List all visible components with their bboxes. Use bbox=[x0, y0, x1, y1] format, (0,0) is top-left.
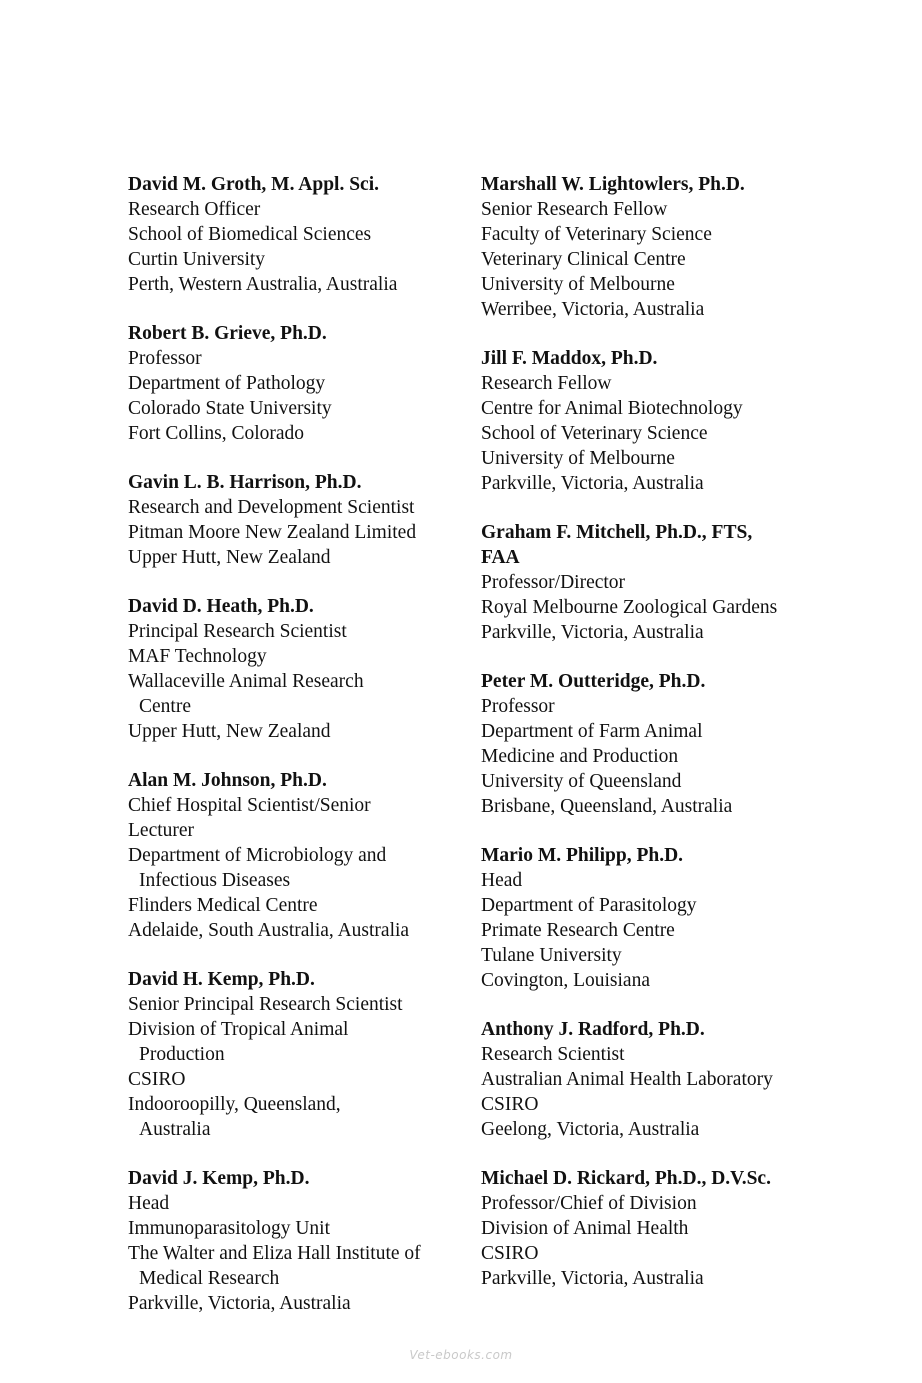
contributor-affiliation-line: Primate Research Centre bbox=[481, 920, 675, 941]
contributor-name-continued: FAA bbox=[481, 547, 520, 568]
contributor-affiliation-line: Parkville, Victoria, Australia bbox=[481, 622, 704, 643]
contributor-affiliation-line: Professor/Chief of Division bbox=[481, 1193, 697, 1214]
contributor-affiliation-line: Upper Hutt, New Zealand bbox=[128, 721, 331, 742]
contributor-affiliation-line: Professor bbox=[481, 696, 555, 717]
contributor-affiliation-line: School of Biomedical Sciences bbox=[128, 224, 372, 245]
contributor-entry bbox=[481, 669, 791, 819]
contributor-affiliation-line: Senior Research Fellow bbox=[481, 199, 668, 220]
contributor-affiliation-line: Head bbox=[128, 1193, 170, 1214]
contributor-name: Anthony J. Radford, Ph.D. bbox=[481, 1019, 705, 1040]
contributor-affiliation-line: Division of Animal Health bbox=[481, 1218, 689, 1239]
contributor-name: David J. Kemp, Ph.D. bbox=[128, 1168, 310, 1189]
contributor-entry bbox=[481, 1166, 791, 1291]
contributor-affiliation-line: Faculty of Veterinary Science bbox=[481, 224, 712, 245]
contributor-entry bbox=[481, 172, 791, 322]
contributor-affiliation-line: Head bbox=[481, 870, 523, 891]
contributor-name: David M. Groth, M. Appl. Sci. bbox=[128, 174, 379, 195]
contributors-right-column bbox=[481, 172, 791, 1315]
contributor-affiliation-line: Centre bbox=[139, 696, 191, 717]
contributor-affiliation-line: Werribee, Victoria, Australia bbox=[481, 299, 705, 320]
contributor-affiliation-line: Wallaceville Animal Research bbox=[128, 671, 364, 692]
contributor-affiliation-line: Geelong, Victoria, Australia bbox=[481, 1119, 700, 1140]
contributor-affiliation-line: Senior Principal Research Scientist bbox=[128, 994, 403, 1015]
contributor-affiliation-line: Research Fellow bbox=[481, 373, 612, 394]
contributor-affiliation-line: University of Queensland bbox=[481, 771, 682, 792]
contributor-affiliation-line: Department of Farm Animal bbox=[481, 721, 703, 742]
contributor-entry bbox=[481, 1017, 791, 1142]
contributor-name: Marshall W. Lightowlers, Ph.D. bbox=[481, 174, 745, 195]
contributor-affiliation-line: Pitman Moore New Zealand Limited bbox=[128, 522, 417, 543]
contributor-entry bbox=[128, 967, 438, 1142]
contributor-affiliation-line: Tulane University bbox=[481, 945, 622, 966]
contributor-affiliation-line: Medical Research bbox=[139, 1268, 280, 1289]
contributor-entry bbox=[128, 1166, 438, 1316]
contributor-entry bbox=[481, 520, 791, 645]
contributor-affiliation-line: Principal Research Scientist bbox=[128, 621, 347, 642]
contributor-affiliation-line: Fort Collins, Colorado bbox=[128, 423, 305, 444]
contributor-affiliation-line: Centre for Animal Biotechnology bbox=[481, 398, 743, 419]
contributor-affiliation-line: Brisbane, Queensland, Australia bbox=[481, 796, 733, 817]
contributor-name: Robert B. Grieve, Ph.D. bbox=[128, 323, 327, 344]
contributor-entry bbox=[481, 346, 791, 496]
contributor-affiliation-line: Veterinary Clinical Centre bbox=[481, 249, 686, 270]
contributor-affiliation-line: Upper Hutt, New Zealand bbox=[128, 547, 331, 568]
contributor-affiliation-line: The Walter and Eliza Hall Institute of bbox=[128, 1243, 421, 1264]
contributor-name: Peter M. Outteridge, Ph.D. bbox=[481, 671, 706, 692]
contributor-affiliation-line: Professor/Director bbox=[481, 572, 626, 593]
contributor-affiliation-line: Royal Melbourne Zoological Gardens bbox=[481, 597, 778, 618]
contributors-left-column bbox=[128, 172, 438, 1340]
contributor-affiliation-line: CSIRO bbox=[481, 1243, 539, 1264]
contributor-name: Michael D. Rickard, Ph.D., D.V.Sc. bbox=[481, 1168, 771, 1189]
contributor-entry bbox=[128, 172, 438, 297]
contributor-affiliation-line: Infectious Diseases bbox=[139, 870, 291, 891]
contributor-affiliation-line: Immunoparasitology Unit bbox=[128, 1218, 331, 1239]
contributor-name: Jill F. Maddox, Ph.D. bbox=[481, 348, 658, 369]
watermark-text: Vet-ebooks.com bbox=[409, 1348, 513, 1362]
contributor-affiliation-line: Research Officer bbox=[128, 199, 261, 220]
contributor-name: David D. Heath, Ph.D. bbox=[128, 596, 314, 617]
contributor-affiliation-line: School of Veterinary Science bbox=[481, 423, 708, 444]
contributor-affiliation-line: CSIRO bbox=[481, 1094, 539, 1115]
contributor-name: Alan M. Johnson, Ph.D. bbox=[128, 770, 327, 791]
contributor-affiliation-line: Medicine and Production bbox=[481, 746, 679, 767]
contributor-affiliation-line: Indooroopilly, Queensland, bbox=[128, 1094, 341, 1115]
contributor-affiliation-line: Flinders Medical Centre bbox=[128, 895, 318, 916]
contributor-affiliation-line: MAF Technology bbox=[128, 646, 267, 667]
contributor-affiliation-line: CSIRO bbox=[128, 1069, 186, 1090]
contributor-name: Gavin L. B. Harrison, Ph.D. bbox=[128, 472, 362, 493]
contributor-affiliation-line: University of Melbourne bbox=[481, 448, 675, 469]
contributor-affiliation-line: Colorado State University bbox=[128, 398, 332, 419]
contributor-affiliation-line: Parkville, Victoria, Australia bbox=[481, 473, 704, 494]
contributor-affiliation-line: Department of Parasitology bbox=[481, 895, 697, 916]
contributor-affiliation-line: Parkville, Victoria, Australia bbox=[128, 1293, 351, 1314]
contributor-affiliation-line: Research Scientist bbox=[481, 1044, 625, 1065]
contributor-entry bbox=[128, 594, 438, 744]
contributor-affiliation-line: Perth, Western Australia, Australia bbox=[128, 274, 398, 295]
contributor-name: Graham F. Mitchell, Ph.D., FTS, bbox=[481, 522, 753, 543]
contributor-affiliation-line: Australia bbox=[139, 1119, 211, 1140]
contributor-name: Mario M. Philipp, Ph.D. bbox=[481, 845, 684, 866]
contributor-entry bbox=[128, 768, 438, 943]
contributor-affiliation-line: Professor bbox=[128, 348, 202, 369]
contributor-affiliation-line: Production bbox=[139, 1044, 225, 1065]
contributor-affiliation-line: Lecturer bbox=[128, 820, 195, 841]
contributor-entry bbox=[128, 321, 438, 446]
contributor-affiliation-line: Parkville, Victoria, Australia bbox=[481, 1268, 704, 1289]
contributor-affiliation-line: Division of Tropical Animal bbox=[128, 1019, 349, 1040]
contributor-affiliation-line: Curtin University bbox=[128, 249, 266, 270]
contributor-affiliation-line: Research and Development Scientist bbox=[128, 497, 415, 518]
contributor-name: David H. Kemp, Ph.D. bbox=[128, 969, 315, 990]
contributor-affiliation-line: Chief Hospital Scientist/Senior bbox=[128, 795, 371, 816]
contributor-affiliation-line: Australian Animal Health Laboratory bbox=[481, 1069, 773, 1090]
contributor-affiliation-line: Adelaide, South Australia, Australia bbox=[128, 920, 410, 941]
contributor-entry bbox=[481, 843, 791, 993]
contributor-affiliation-line: Department of Pathology bbox=[128, 373, 326, 394]
contributor-affiliation-line: Department of Microbiology and bbox=[128, 845, 387, 866]
contributor-affiliation-line: Covington, Louisiana bbox=[481, 970, 650, 991]
contributor-affiliation-line: University of Melbourne bbox=[481, 274, 675, 295]
contributor-entry bbox=[128, 470, 438, 570]
